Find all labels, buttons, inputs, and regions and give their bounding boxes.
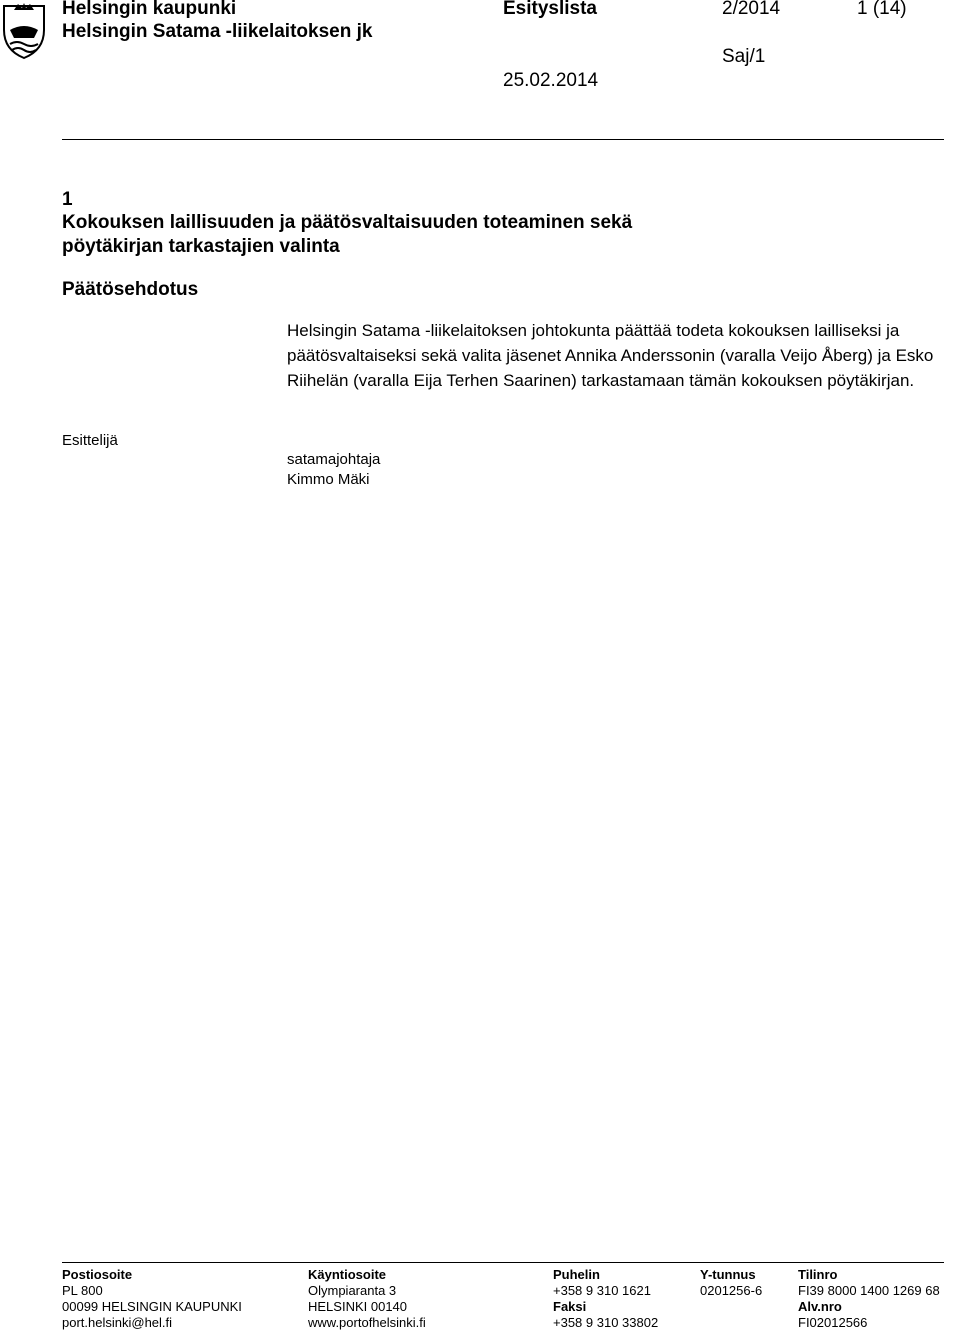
helsinki-coat-of-arms-logo bbox=[0, 0, 48, 60]
footer-email-link[interactable]: port.helsinki@hel.fi bbox=[62, 1315, 173, 1330]
header-divider bbox=[62, 139, 944, 140]
footer-website-link[interactable]: www.portofhelsinki.fi bbox=[308, 1315, 426, 1330]
page-number: 1 (14) bbox=[857, 0, 907, 19]
org-name: Helsingin kaupunki bbox=[62, 0, 237, 19]
section-code: Saj/1 bbox=[722, 46, 766, 67]
footer-faksi-label: Faksi bbox=[553, 1299, 587, 1314]
presenter-name: Kimmo Mäki bbox=[287, 471, 370, 488]
footer-alv-value: FI02012566 bbox=[798, 1315, 868, 1330]
footer-ytunnus-value: 0201256-6 bbox=[700, 1283, 763, 1298]
proposal-label: Päätösehdotus bbox=[62, 279, 199, 300]
doc-type: Esityslista bbox=[503, 0, 597, 19]
footer-kayntiosoite-heading: Käyntiosoite bbox=[308, 1267, 387, 1282]
presenter-title: satamajohtaja bbox=[287, 451, 381, 468]
footer-postiosoite-heading: Postiosoite bbox=[62, 1267, 133, 1282]
item-title-line1: Kokouksen laillisuuden ja päätösvaltaisuuden toteaminen sekä bbox=[62, 212, 633, 233]
footer-postiosoite-line1: PL 800 bbox=[62, 1283, 103, 1298]
item-number: 1 bbox=[62, 189, 73, 210]
footer-alv-label: Alv.nro bbox=[798, 1299, 842, 1314]
presenter-label: Esittelijä bbox=[62, 432, 118, 449]
footer-kayntiosoite-line2: HELSINKI 00140 bbox=[308, 1299, 408, 1314]
footer-ytunnus-heading: Y-tunnus bbox=[700, 1267, 756, 1282]
footer-fax: +358 9 310 33802 bbox=[553, 1315, 659, 1330]
footer-tilinro-value: FI39 8000 1400 1269 68 bbox=[798, 1283, 940, 1298]
proposal-text: Helsingin Satama -liikelaitoksen johtokunta päättää todeta kokouksen lailliseksi ja päätösvaltaiseksi sekä valita jäsenet Annika Anderssonin (varalla Veijo Åberg) ja Esko Riihelän (varalla Eija Terhen Saarinen) tarkastamaan tämän kokouksen pöytäkirjan. bbox=[287, 321, 934, 390]
footer-kayntiosoite-line1: Olympiaranta 3 bbox=[308, 1283, 397, 1298]
doc-number: 2/2014 bbox=[722, 0, 781, 19]
item-title-line2: pöytäkirjan tarkastajien valinta bbox=[62, 236, 340, 257]
footer-divider bbox=[62, 1262, 944, 1263]
footer-tilinro-heading: Tilinro bbox=[798, 1267, 838, 1282]
footer-phone: +358 9 310 1621 bbox=[553, 1283, 651, 1298]
footer-puhelin-heading: Puhelin bbox=[553, 1267, 600, 1282]
footer-postiosoite-line2: 00099 HELSINGIN KAUPUNKI bbox=[62, 1299, 242, 1314]
meeting-date: 25.02.2014 bbox=[503, 70, 599, 91]
sub-org-name: Helsingin Satama -liikelaitoksen jk bbox=[62, 21, 373, 42]
